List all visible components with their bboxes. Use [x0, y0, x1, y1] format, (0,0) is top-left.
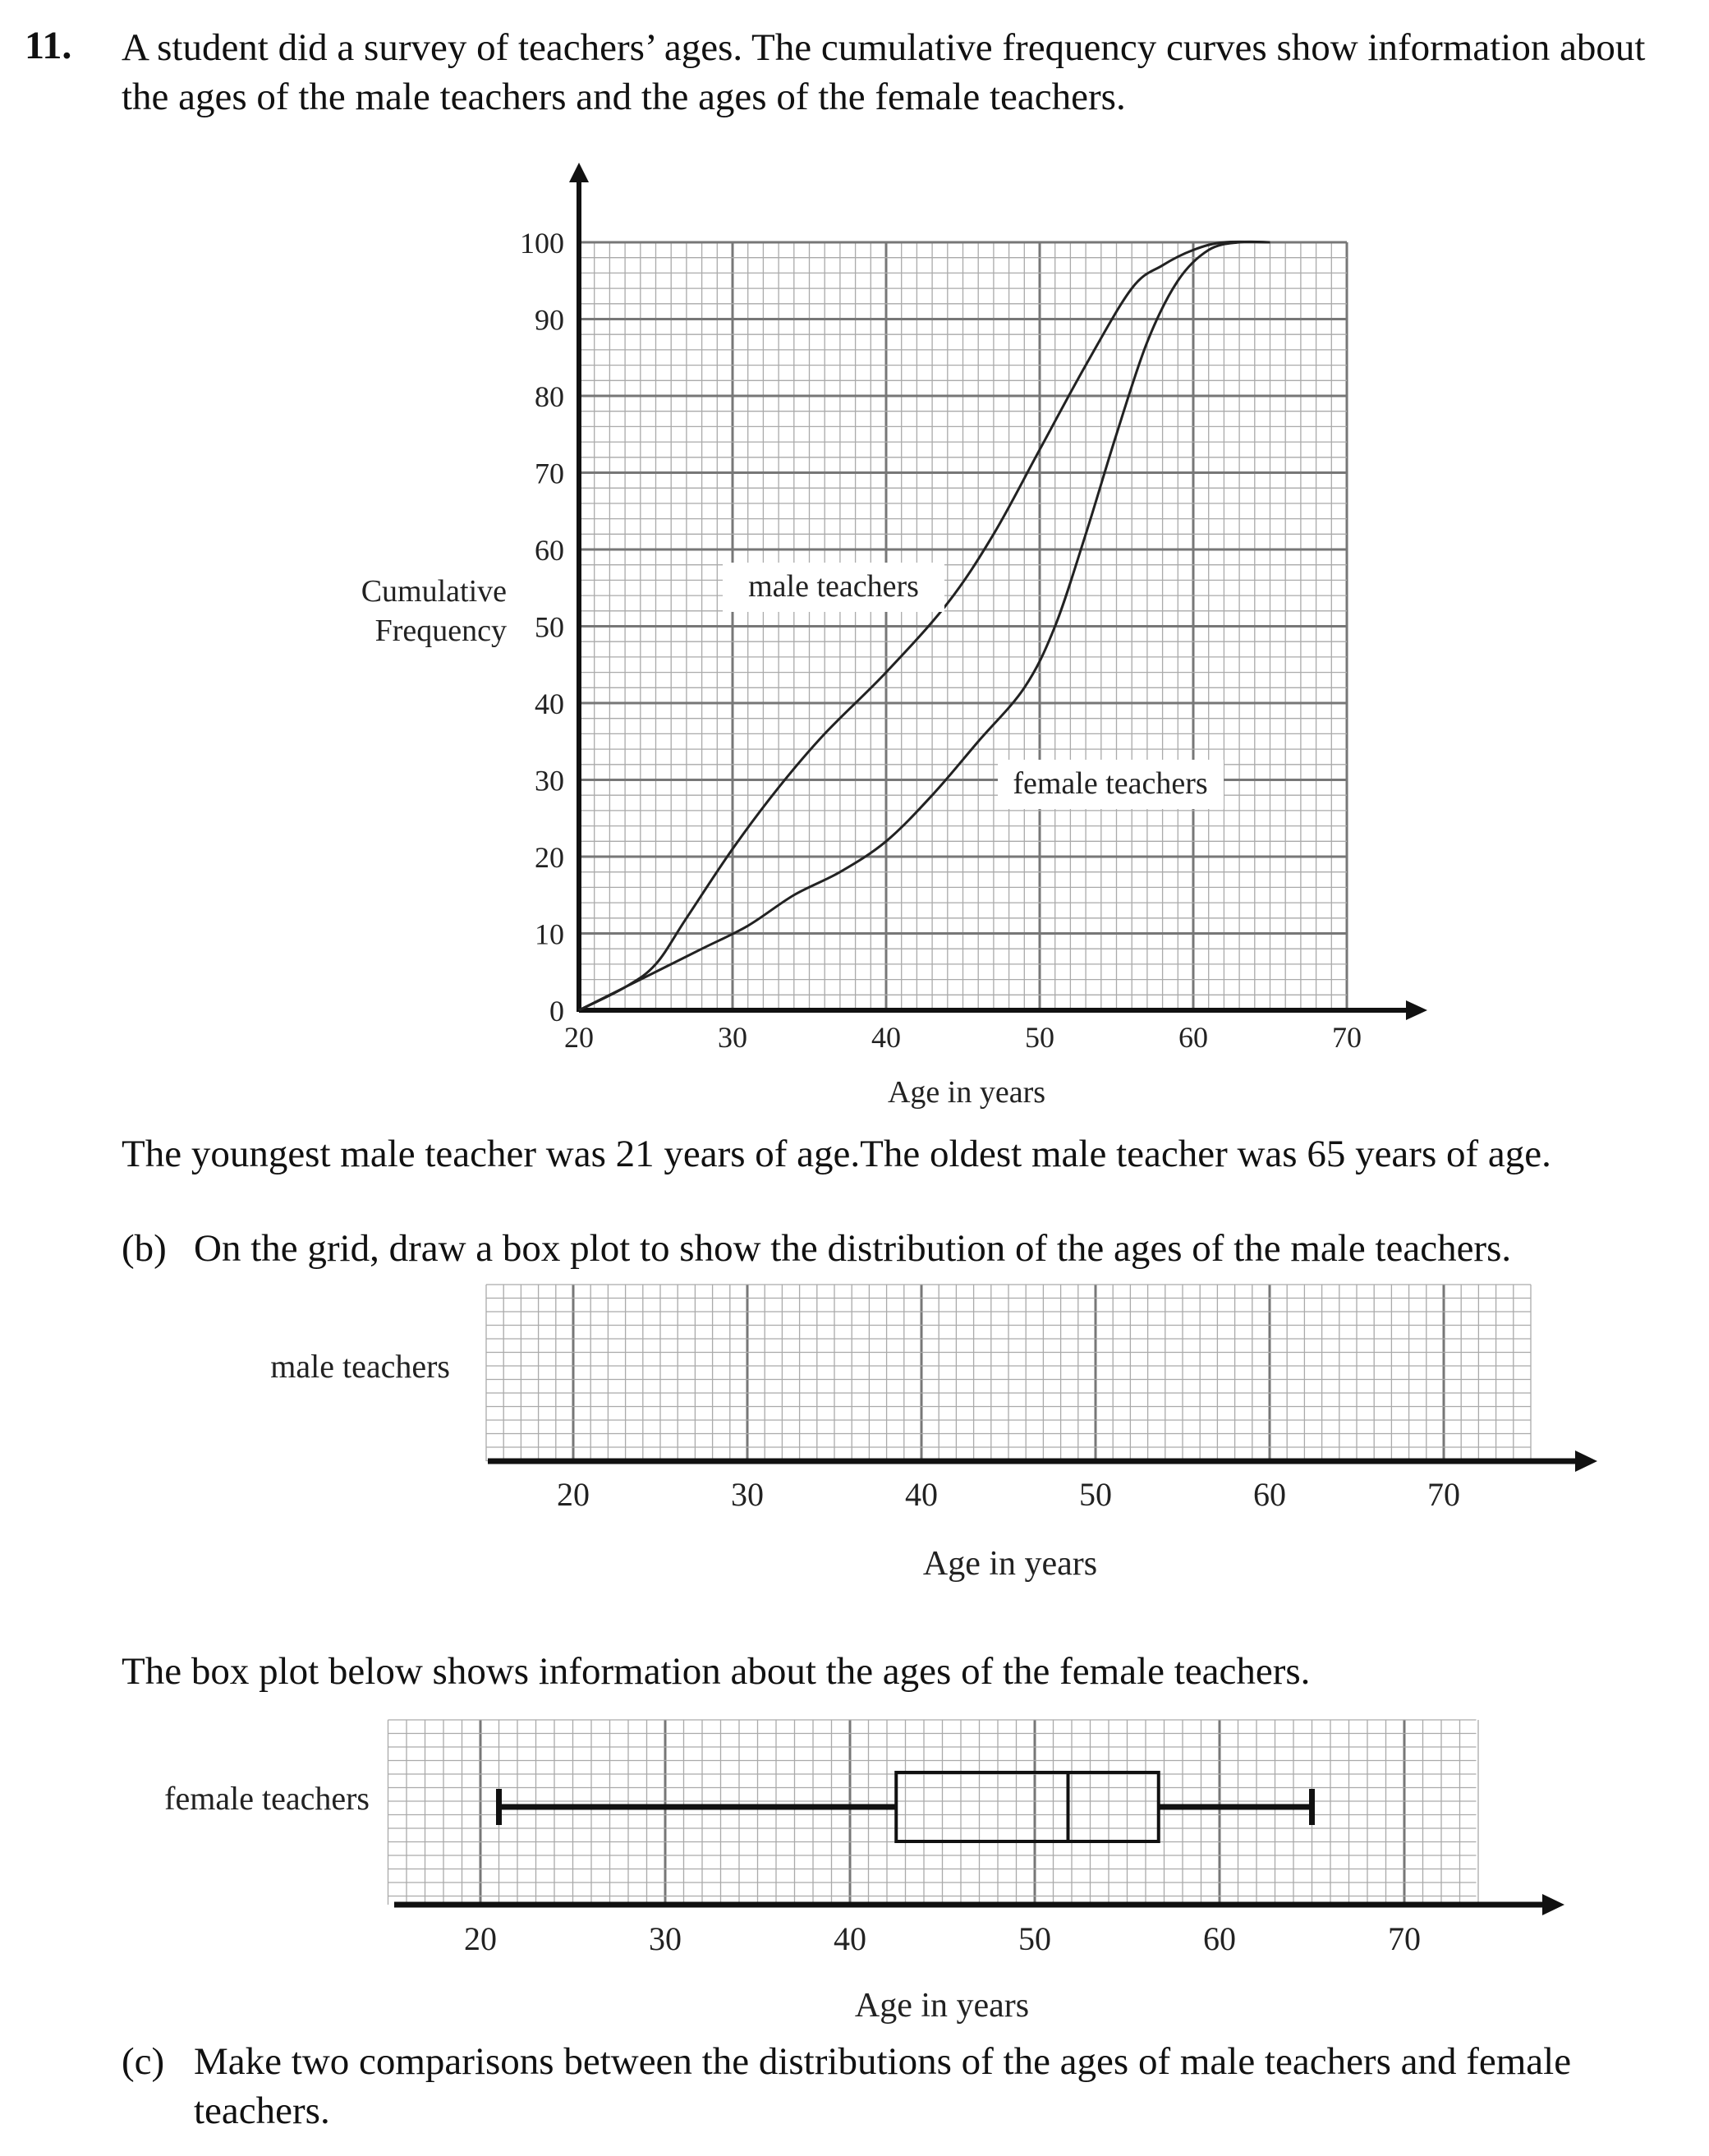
cf-x-tick-label: 60	[1178, 1021, 1208, 1054]
female-grid-tick-label: 40	[834, 1920, 866, 1957]
female-grid-tick-label: 50	[1018, 1920, 1051, 1957]
male-boxplot-grid[interactable]	[0, 1273, 1709, 1602]
male-grid-tick-label: 60	[1253, 1476, 1286, 1513]
female-grid-x-arrow	[1542, 1894, 1564, 1915]
cf-x-tick-label: 50	[1025, 1021, 1054, 1054]
youngest-oldest-statement: The youngest male teacher was 21 years of age.The oldest male teacher was 65 years of age.	[122, 1133, 1551, 1175]
cf-y-tick-label: 70	[535, 457, 564, 490]
cf-y-arrow	[569, 163, 589, 182]
cf-y-tick-label: 90	[535, 303, 564, 337]
question-intro: A student did a survey of teachers’ ages. The cumulative frequency curves show information about the ages of the male teachers and the ages of the female teachers.	[122, 26, 1646, 118]
male-grid-tick-label: 70	[1427, 1476, 1460, 1513]
cf-x-tick-labels	[564, 1021, 1362, 1054]
female-grid-tick-labels	[464, 1920, 1421, 1957]
cf-x-arrow	[1406, 1000, 1427, 1020]
cf-x-tick-label: 30	[718, 1021, 747, 1054]
part-c-prefix: (c)	[122, 2040, 165, 2083]
cf-y-tick-labels	[520, 227, 564, 1027]
cf-y-tick-label: 80	[535, 380, 564, 413]
cf-y-title-line2: Frequency	[374, 614, 507, 648]
cf-grid	[579, 242, 1347, 1010]
cf-y-tick-label: 30	[535, 764, 564, 798]
male-curve-label: male teachers	[748, 569, 919, 604]
male-answer-grid[interactable]	[486, 1285, 1531, 1461]
female-curve-label: female teachers	[1013, 766, 1208, 801]
female-boxplot-intro: The box plot below shows information about the ages of the female teachers.	[122, 1650, 1311, 1693]
female-boxplot-chart	[0, 1708, 1709, 2037]
cf-y-tick-label: 0	[549, 995, 564, 1027]
male-row-label: male teachers	[270, 1348, 450, 1385]
male-grid-tick-label: 50	[1079, 1476, 1112, 1513]
cf-x-tick-label: 40	[871, 1021, 901, 1054]
male-grid-tick-label: 30	[731, 1476, 764, 1513]
female-grid-tick-label: 20	[464, 1920, 497, 1957]
cumulative-frequency-chart	[0, 148, 1709, 1133]
female-grid-tick-label: 60	[1203, 1920, 1236, 1957]
cf-y-tick-label: 60	[535, 534, 564, 567]
cf-y-tick-label: 100	[520, 227, 564, 260]
female-grid-tick-label: 70	[1388, 1920, 1421, 1957]
part-b-question: On the grid, draw a box plot to show the distribution of the ages of the male teachers.	[194, 1227, 1512, 1270]
female-grid-tick-label: 30	[649, 1920, 682, 1957]
part-b-prefix: (b)	[122, 1227, 167, 1270]
cf-y-title-line1: Cumulative	[361, 574, 507, 609]
part-c-question: Make two comparisons between the distributions of the ages of male teachers and female teachers.	[194, 2040, 1572, 2132]
cf-x-tick-label: 20	[564, 1021, 594, 1054]
cf-y-tick-label: 10	[535, 917, 564, 951]
male-grid-tick-label: 40	[905, 1476, 938, 1513]
male-grid-tick-labels	[557, 1476, 1460, 1513]
cf-y-tick-label: 40	[535, 687, 564, 720]
cf-x-title: Age in years	[887, 1075, 1046, 1110]
cf-y-tick-label: 50	[535, 610, 564, 644]
male-grid-tick-label: 20	[557, 1476, 590, 1513]
female-grid-x-title: Age in years	[854, 1987, 1030, 2025]
female-row-label: female teachers	[164, 1780, 370, 1817]
male-grid-x-arrow	[1575, 1450, 1597, 1472]
cf-x-tick-label: 70	[1332, 1021, 1362, 1054]
question-number: 11.	[25, 24, 72, 67]
cf-y-tick-label: 20	[535, 841, 564, 874]
female-box	[896, 1772, 1159, 1841]
male-grid-x-title: Age in years	[922, 1545, 1098, 1583]
